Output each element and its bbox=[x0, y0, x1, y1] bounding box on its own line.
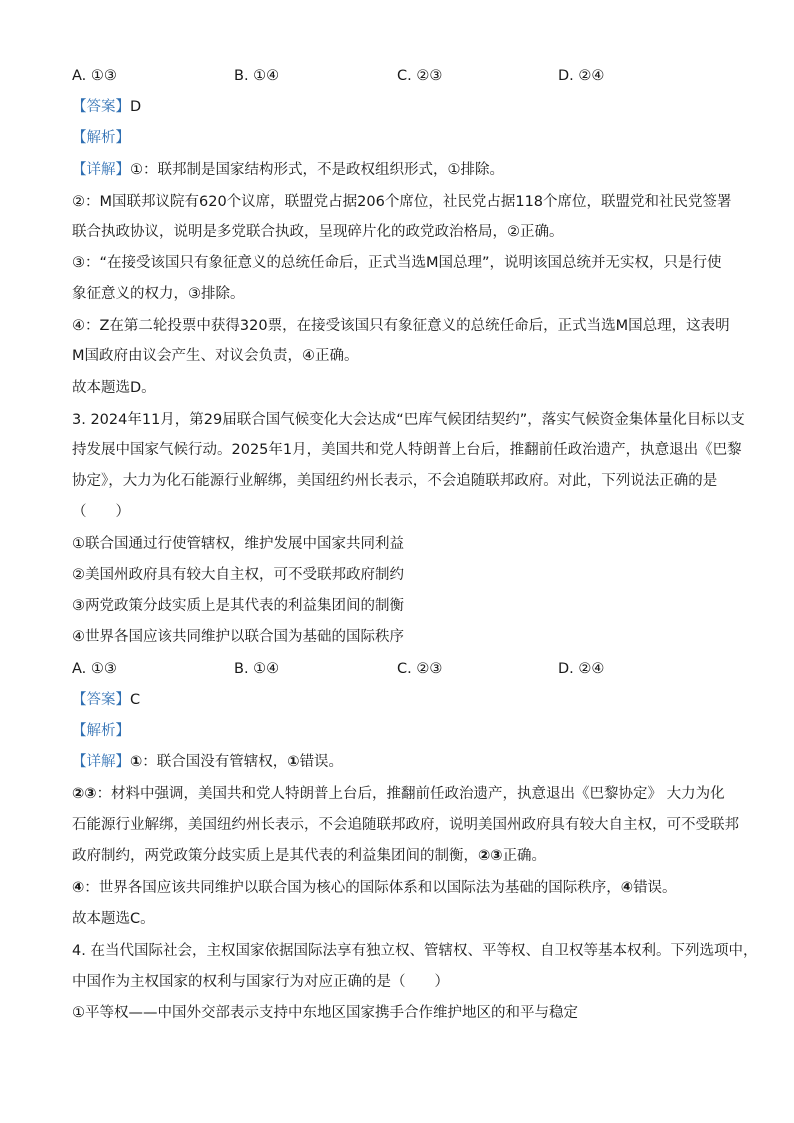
q3-detail-1: 【详解】①：联合国没有管辖权，①错误。 bbox=[72, 754, 344, 770]
q2-analysis-tag: 【解析】 bbox=[72, 130, 130, 146]
detail-tag: 【详解】 bbox=[72, 162, 130, 178]
q3-item-4: ④世界各国应该共同维护以联合国为基础的国际秩序 bbox=[72, 629, 404, 645]
q3-conclusion: 故本题选C。 bbox=[72, 911, 155, 927]
q3-detail-2c: 政府制约，两党政策分歧实质上是其代表的利益集团间的制衡，②③正确。 bbox=[72, 848, 547, 864]
q3-detail-2a: ②③：材料中强调，美国共和党人特朗普上台后，推翻前任政治遗产，执意退出《巴黎协定》 大力为化 bbox=[72, 786, 725, 802]
q2-detail-2b: 联合执政协议，说明是多党联合执政，呈现碎片化的政党政治格局，②正确。 bbox=[72, 224, 564, 240]
q2-detail-1: 【详解】①：联邦制是国家结构形式，不是政权组织形式，①排除。 bbox=[72, 162, 504, 178]
answer-value: C bbox=[130, 692, 141, 708]
q4-stem-2: 中国作为主权国家的权利与国家行为对应正确的是（ ） bbox=[72, 974, 449, 990]
q3-stem-4: （ ） bbox=[72, 504, 130, 520]
q2-answer-line bbox=[72, 97, 141, 117]
q2-detail-3a: ③：“在接受该国只有象征意义的总统任命后，正式当选M国总理”，说明该国总统并无实权，只是行使 bbox=[72, 255, 722, 271]
q3-option-b: B. ①④ bbox=[234, 661, 280, 677]
q2-option-a: A. ①③ bbox=[72, 68, 117, 84]
q2-detail-4b: M国政府由议会产生、对议会负责，④正确。 bbox=[72, 348, 359, 364]
q3-analysis-tag: 【解析】 bbox=[72, 723, 130, 739]
q3-stem-2: 持发展中国家气候行动。2025年1月，美国共和党人特朗普上台后，推翻前任政治遗产，执意退出《巴黎 bbox=[72, 442, 742, 458]
q2-detail-3b: 象征意义的权力，③排除。 bbox=[72, 286, 245, 302]
q3-item-3: ③两党政策分歧实质上是其代表的利益集团间的制衡 bbox=[72, 598, 404, 614]
q2-conclusion: 故本题选D。 bbox=[72, 380, 156, 396]
answer-tag: 【答案】 bbox=[72, 692, 130, 708]
answer-value: D bbox=[130, 99, 142, 115]
q3-detail-2b: 石能源行业解绑，美国纽约州长表示，不会追随联邦政府，说明美国州政府具有较大自主权，可不受联邦 bbox=[72, 817, 739, 833]
answer-tag: 【答案】 bbox=[72, 99, 130, 115]
q2-option-b: B. ①④ bbox=[234, 68, 280, 84]
q3-item-2: ②美国州政府具有较大自主权，可不受联邦政府制约 bbox=[72, 567, 404, 583]
q4-item-1: ①平等权——中国外交部表示支持中东地区国家携手合作维护地区的和平与稳定 bbox=[72, 1005, 578, 1021]
q3-option-c: C. ②③ bbox=[397, 661, 443, 677]
detail-tag: 【详解】 bbox=[72, 754, 130, 770]
q3-stem-1: 3. 2024年11月，第29届联合国气候变化大会达成“巴库气候团结契约”，落实气候资金集体量化目标以支 bbox=[72, 412, 745, 428]
q3-item-1: ①联合国通过行使管辖权，维护发展中国家共同利益 bbox=[72, 536, 404, 552]
q3-option-d: D. ②④ bbox=[558, 661, 605, 677]
q3-detail-3: ④：世界各国应该共同维护以联合国为核心的国际体系和以国际法为基础的国际秩序，④错误。 bbox=[72, 880, 677, 896]
q2-option-c: C. ②③ bbox=[397, 68, 443, 84]
q3-answer-line bbox=[72, 690, 140, 710]
q4-stem-1: 4. 在当代国际社会，主权国家依据国际法享有独立权、管辖权、平等权、自卫权等基本权利。下列选项中， bbox=[72, 943, 758, 959]
q3-stem-3: 协定》，大力为化石能源行业解绑，美国纽约州长表示，不会追随联邦政府。对此，下列说法正确的是 bbox=[72, 473, 718, 489]
q2-option-d: D. ②④ bbox=[558, 68, 605, 84]
q3-option-a: A. ①③ bbox=[72, 661, 117, 677]
q2-detail-4a: ④：Z在第二轮投票中获得320票，在接受该国只有象征意义的总统任命后，正式当选M国总理，这表明 bbox=[72, 318, 730, 334]
q2-detail-2a: ②：M国联邦议院有620个议席，联盟党占据206个席位，社民党占据118个席位，联盟党和社民党签署 bbox=[72, 194, 732, 210]
